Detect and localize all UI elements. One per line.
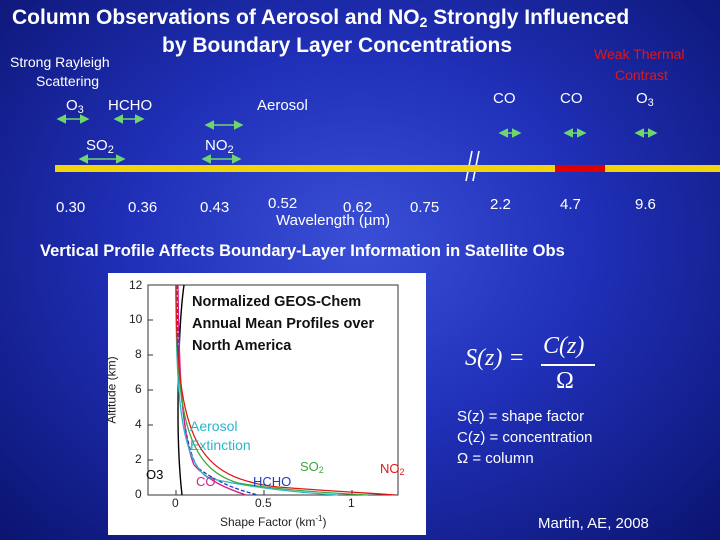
slide-title-line1: Column Observations of Aerosol and $NO_2$ Strongly Influenced xyxy=(12,6,630,30)
ann-hcho: HCHO xyxy=(253,474,292,489)
profile-plot-panel xyxy=(104,273,426,535)
ann-so2: SO2 xyxy=(300,459,324,475)
thermal-label: Weak Thermal xyxy=(594,46,685,62)
plot-y-label: Altitude (km) xyxy=(104,356,119,424)
wavelength-2-2: 2.2 xyxy=(490,196,511,213)
species-aerosol: Aerosol xyxy=(257,97,308,114)
y-tick-2: 2 xyxy=(135,452,142,466)
y-tick-12: 12 xyxy=(129,278,143,292)
species-o3: $O_3$ xyxy=(66,97,84,116)
species-o3-thermal: $O_3$ xyxy=(636,90,654,109)
species-hcho: HCHO xyxy=(108,97,153,114)
rayleigh-label-2: Scattering xyxy=(36,73,100,89)
thermal-label-2: Contrast xyxy=(615,67,668,83)
slide-title-line2: by Boundary Layer Concentrations xyxy=(162,34,513,57)
wavelength-0-75: 0.75 xyxy=(410,199,440,216)
y-tick-6: 6 xyxy=(135,382,142,396)
wavelength-0-52: 0.52 xyxy=(268,195,298,212)
ann-extinction: Extinction xyxy=(190,437,251,453)
x-tick-0: 0 xyxy=(172,496,179,510)
y-tick-4: 4 xyxy=(135,417,142,431)
plot-title-3: North America xyxy=(192,338,292,354)
wavelength-0-62: 0.62 xyxy=(343,199,373,216)
wavelength-4-7: 4.7 xyxy=(560,196,581,213)
wavelength-axis-label: Wavelength (µm) xyxy=(276,212,390,229)
plot-title-2: Annual Mean Profiles over xyxy=(192,316,375,332)
y-tick-marks xyxy=(148,285,153,495)
spectrum-band-thermal xyxy=(555,165,605,172)
species-co-1: CO xyxy=(493,90,516,107)
y-tick-8: 8 xyxy=(135,347,142,361)
formula-numerator: C(z) xyxy=(543,333,585,359)
definition-column: Ω = column xyxy=(457,450,534,467)
shape-factor-formula: S(z) = xyxy=(465,345,525,371)
formula-fraction-bar xyxy=(541,364,595,366)
wavelength-0-36: 0.36 xyxy=(128,199,158,216)
species-no2: $NO_2$ xyxy=(205,137,234,156)
plot-title-1: Normalized GEOS-Chem xyxy=(192,294,362,310)
wavelength-0-43: 0.43 xyxy=(200,199,230,216)
x-tick-1: 1 xyxy=(348,496,355,510)
citation: Martin, AE, 2008 xyxy=(538,515,649,532)
definition-shape-factor: S(z) = shape factor xyxy=(457,408,585,425)
y-tick-0: 0 xyxy=(135,487,142,501)
slide-subtitle: Vertical Profile Affects Boundary-Layer Information in Satellite Obs xyxy=(40,242,565,260)
ann-no2: NO2 xyxy=(380,461,405,477)
plot-x-label: Shape Factor $(km^{-1})$ xyxy=(220,514,327,529)
ann-aerosol: Aerosol xyxy=(190,418,238,434)
wavelength-9-6: 9.6 xyxy=(635,196,656,213)
ann-o3: O3 xyxy=(146,467,164,482)
species-so2: $SO_2$ xyxy=(86,137,114,156)
wavelength-0-30: 0.30 xyxy=(56,199,86,216)
ann-co: CO xyxy=(196,474,216,489)
y-tick-10: 10 xyxy=(129,312,143,326)
rayleigh-label: Strong Rayleigh xyxy=(10,54,110,70)
spectrum-band xyxy=(55,165,720,172)
species-co-2: CO xyxy=(560,90,583,107)
definition-concentration: C(z) = concentration xyxy=(457,429,593,446)
x-tick-0-5: 0.5 xyxy=(255,496,272,510)
formula-denominator: Ω xyxy=(556,368,574,394)
